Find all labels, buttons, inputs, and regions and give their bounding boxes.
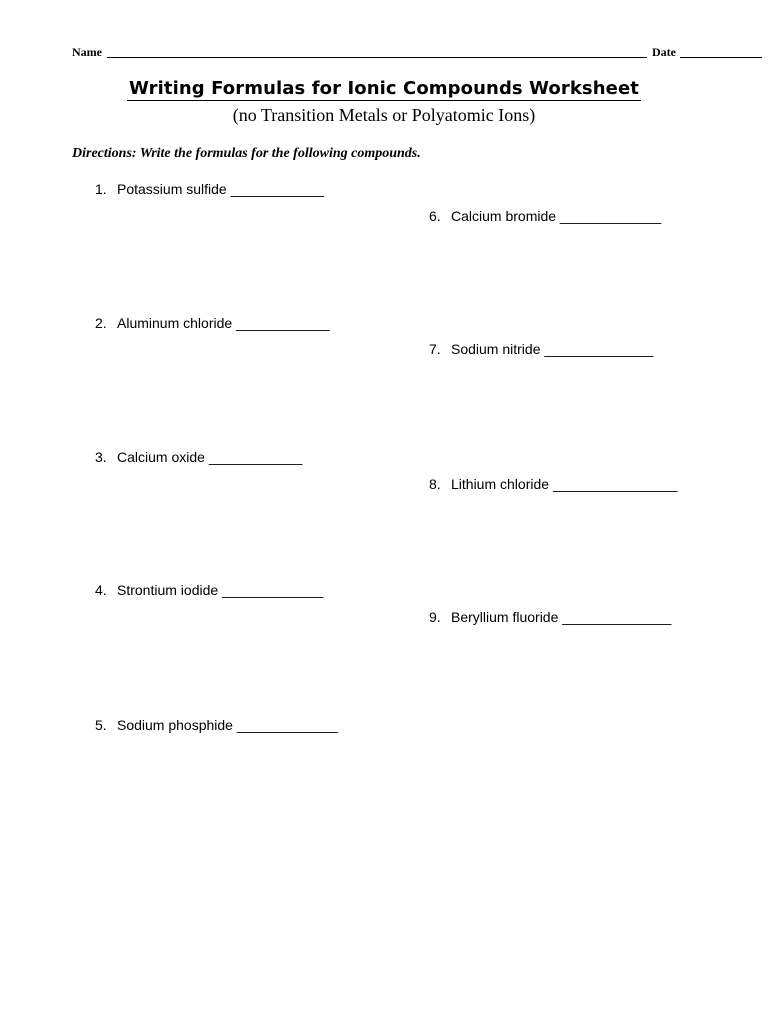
question-text: Potassium sulfide ____________ [117,181,325,197]
question-text: Sodium nitride ______________ [451,341,654,357]
worksheet-title: Writing Formulas for Ionic Compounds Worksheet [129,78,639,99]
question-text: Calcium bromide _____________ [451,208,662,224]
name-label: Name [72,45,102,59]
date-blank[interactable] [680,57,762,58]
question-7 [429,341,653,357]
question-number: 2. [95,315,107,331]
question-text: Strontium iodide _____________ [117,582,324,598]
question-6 [429,208,661,224]
question-number: 7. [429,341,441,357]
question-text: Sodium phosphide _____________ [117,717,339,733]
name-blank[interactable] [107,57,647,58]
question-9 [429,609,671,625]
question-number: 1. [95,181,107,197]
directions-text: Directions: Write the formulas for the following compounds. [72,146,421,161]
question-number: 9. [429,609,441,625]
question-text: Lithium chloride ________________ [451,476,678,492]
worksheet-subtitle: (no Transition Metals or Polyatomic Ions) [232,105,536,125]
question-number: 8. [429,476,441,492]
question-number: 6. [429,208,441,224]
question-2 [95,315,329,331]
question-text: Aluminum chloride ____________ [117,315,330,331]
question-4 [95,582,323,598]
question-number: 3. [95,449,107,465]
title-wrap [0,78,768,101]
name-date-line [72,45,692,61]
question-8 [429,476,678,492]
question-5 [95,717,338,733]
question-3 [95,449,302,465]
question-number: 5. [95,717,107,733]
question-text: Beryllium fluoride ______________ [451,609,672,625]
question-text: Calcium oxide ____________ [117,449,303,465]
question-number: 4. [95,582,107,598]
date-label: Date [652,45,676,59]
question-1 [95,181,324,197]
